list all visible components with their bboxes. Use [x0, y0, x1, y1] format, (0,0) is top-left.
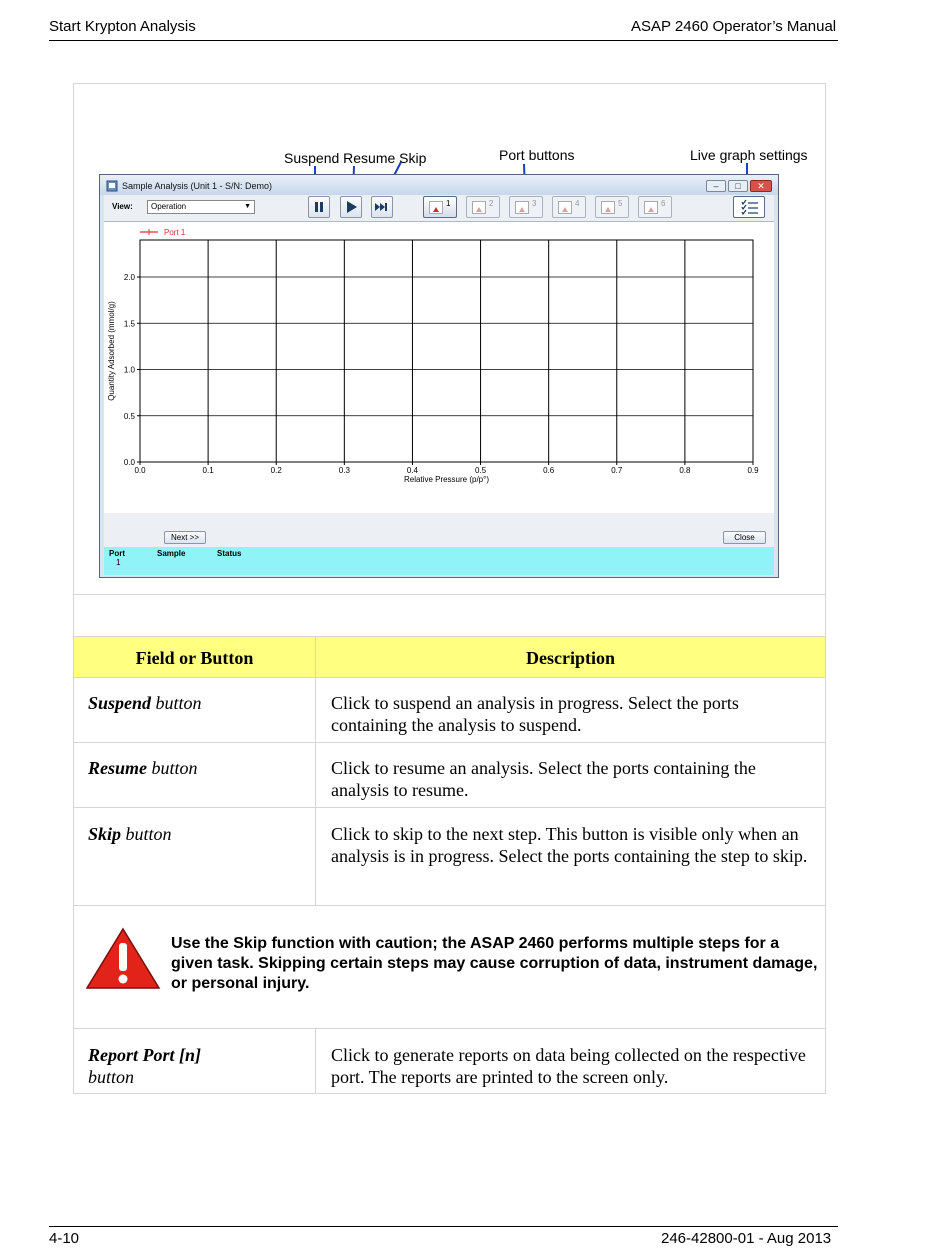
field-name: Skip	[88, 824, 122, 844]
port-5-button[interactable]	[595, 196, 629, 218]
report-icon	[601, 201, 615, 214]
row-report-port-desc: Click to generate reports on data being collected on the respective port. The reports are printed to the screen only.	[331, 1045, 806, 1087]
port-number: 5	[618, 199, 623, 208]
x-tick-label: 0.4	[406, 466, 419, 475]
x-tick-label: 0.6	[543, 466, 555, 475]
port-number: 3	[532, 199, 537, 208]
view-select-value: Operation	[151, 202, 187, 211]
header-description: Description	[526, 648, 615, 668]
row-resume-desc: Click to resume an analysis. Select the ports containing the analysis to resume.	[331, 758, 756, 800]
chevron-down-icon: ▼	[244, 203, 251, 210]
port-number: 1	[446, 199, 451, 208]
header-right: ASAP 2460 Operator’s Manual	[631, 18, 837, 35]
x-tick-label: 0.3	[338, 466, 350, 475]
y-tick-label: 1.5	[123, 319, 135, 329]
skip-forward-icon	[372, 197, 392, 217]
view-select[interactable]	[147, 200, 255, 214]
field-name: Resume	[88, 758, 148, 778]
footer-doc-id: 246-42800-01 - Aug 2013	[661, 1230, 832, 1247]
resume-button[interactable]	[340, 196, 362, 218]
port-number: 2	[489, 199, 494, 208]
table-divider	[73, 742, 826, 743]
y-tick-label: 2.0	[123, 273, 135, 282]
x-tick-label: 0.2	[270, 466, 282, 475]
skip-button[interactable]	[371, 196, 393, 218]
field-suffix: button	[147, 758, 198, 778]
maximize-button[interactable]: □	[728, 180, 748, 192]
report-icon	[558, 201, 572, 214]
x-tick-label: 0.9	[747, 466, 759, 475]
plot-frame	[140, 240, 753, 462]
field-suffix: button	[88, 1067, 135, 1087]
x-tick-label: 0.5	[474, 466, 487, 475]
y-tick-label: 1.0	[123, 365, 135, 375]
callout-suspend-resume-skip: Suspend Resume Skip	[284, 150, 427, 166]
table-divider	[73, 636, 826, 637]
window-title: Sample Analysis (Unit 1 - S/N: Demo)	[122, 181, 273, 191]
row-report-port-field	[88, 1044, 308, 1088]
status-col-sample: Sample	[157, 549, 186, 558]
port-1-button[interactable]	[423, 196, 457, 218]
close-window-button[interactable]: ✕	[750, 180, 772, 192]
callout-port-buttons: Port buttons	[499, 147, 575, 163]
app-icon	[106, 180, 118, 192]
checklist-icon	[734, 197, 764, 217]
port-number: 4	[575, 199, 580, 208]
y-tick-label: 0.5	[123, 411, 135, 421]
warning-triangle-icon	[85, 927, 161, 991]
table-divider	[73, 1028, 826, 1029]
port-6-button[interactable]	[638, 196, 672, 218]
view-label: View:	[112, 202, 133, 211]
footer-rule	[49, 1226, 838, 1227]
field-name: Report Port [n]	[88, 1045, 202, 1065]
status-row-port: 1	[116, 558, 121, 567]
live-graph-area	[104, 221, 774, 514]
header-left: Start Krypton Analysis	[49, 18, 196, 35]
y-axis-label: Quantity Adsorbed (mmol/g)	[107, 301, 116, 401]
field-name: Suspend	[88, 693, 152, 713]
isotherm-chart	[104, 222, 774, 514]
pause-icon	[309, 197, 329, 217]
footer-page-number: 4-10	[49, 1230, 80, 1247]
next-button[interactable]: Next >>	[164, 531, 206, 544]
play-icon	[341, 197, 361, 217]
sample-analysis-window	[99, 174, 779, 578]
y-tick-label: 0.0	[123, 458, 135, 467]
row-skip-field	[88, 823, 172, 845]
window-titlebar	[100, 175, 778, 195]
report-icon	[429, 201, 443, 214]
x-tick-label: 0.7	[611, 466, 623, 475]
table-divider	[73, 594, 826, 595]
table-divider	[73, 807, 826, 808]
port-4-button[interactable]	[552, 196, 586, 218]
legend-label: Port 1	[164, 228, 186, 237]
skip-warning-text: Use the Skip function with caution; the ASAP 2460 performs multiple steps for a given task. Skipping certain steps may cause corruption of data, instrument damage, or personal injury.	[171, 935, 818, 992]
report-icon	[644, 201, 658, 214]
x-axis-label: Relative Pressure (p/p°)	[403, 475, 490, 484]
callout-live-graph-settings: Live graph settings	[690, 147, 808, 163]
row-suspend-field	[88, 692, 202, 714]
live-graph-settings-button[interactable]	[733, 196, 765, 218]
x-tick-label: 0.0	[134, 466, 146, 475]
port-3-button[interactable]	[509, 196, 543, 218]
field-suffix: button	[121, 824, 172, 844]
table-divider	[73, 905, 826, 906]
row-skip-desc: Click to skip to the next step. This button is visible only when an analysis is in progress. Select the ports containing the step to skip.	[331, 824, 808, 866]
suspend-button[interactable]	[308, 196, 330, 218]
port-number: 6	[661, 199, 666, 208]
report-icon	[472, 201, 486, 214]
x-tick-label: 0.8	[679, 466, 691, 475]
status-panel	[104, 547, 774, 575]
port-2-button[interactable]	[466, 196, 500, 218]
field-suffix: button	[151, 693, 202, 713]
status-col-port: Port	[109, 549, 125, 558]
table-divider	[73, 677, 826, 678]
close-button[interactable]: Close	[723, 531, 766, 544]
row-suspend-desc: Click to suspend an analysis in progress. Select the ports containing the analysis to suspend.	[331, 693, 739, 735]
report-icon	[515, 201, 529, 214]
header-field-or-button: Field or Button	[135, 648, 254, 668]
column-divider	[315, 1028, 316, 1094]
column-divider	[315, 637, 316, 905]
row-resume-field	[88, 757, 198, 779]
x-tick-label: 0.1	[202, 466, 214, 475]
status-col-status: Status	[217, 549, 242, 558]
minimize-button[interactable]: –	[706, 180, 726, 192]
